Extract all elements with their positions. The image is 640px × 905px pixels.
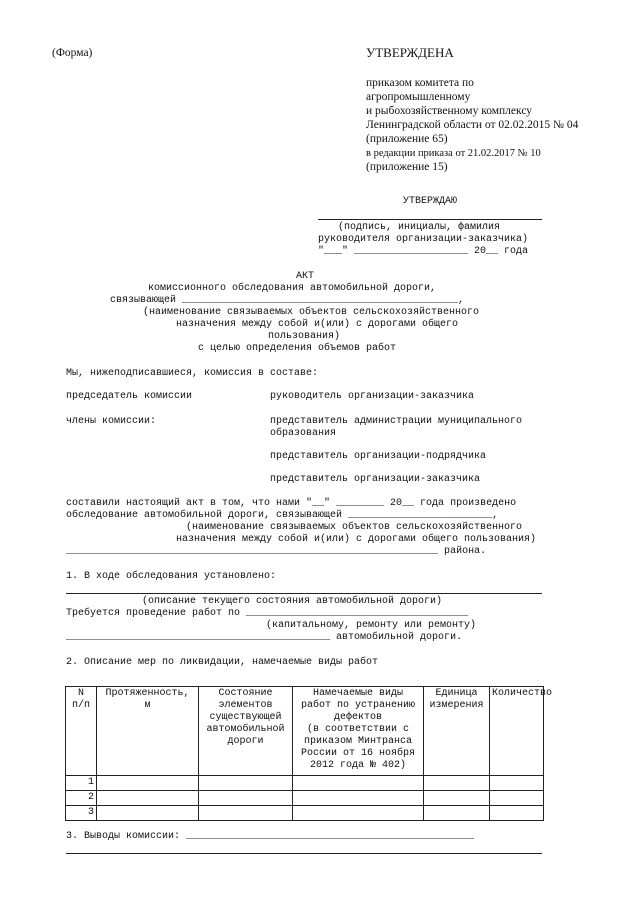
table-cell: 2 xyxy=(66,791,97,806)
col-header-number: N п/п xyxy=(66,687,97,776)
signature-caption: руководителя организации-заказчика) xyxy=(318,234,529,245)
table-cell xyxy=(199,806,293,821)
description-caption: (описание текущего состояния автомобильной дороги) xyxy=(142,596,443,607)
approval-line: и рыбохозяйственному комплексу xyxy=(366,105,533,117)
member-item: представитель организации-подрядчика xyxy=(270,451,487,462)
table-cell xyxy=(424,776,490,791)
table-cell xyxy=(199,791,293,806)
member-item: представитель администрации муниципального xyxy=(270,416,523,427)
approve-title: УТВЕРЖДАЮ xyxy=(403,196,458,207)
col-header-works: Намечаемые виды работ по устранению дефектов (в соответствии с приказом Минтранса России от 16 ноября 2012 года № 402) xyxy=(293,687,424,776)
section2-heading: 2. Описание мер по ликвидации, намечаемые виды работ xyxy=(66,657,379,668)
table-cell xyxy=(199,776,293,791)
section3-heading: 3. Выводы комиссии: ________________________________________________ xyxy=(66,831,475,842)
approved-title: УТВЕРЖДЕНА xyxy=(366,45,454,60)
approval-line: (приложение 65) xyxy=(366,133,448,145)
act-note: назначения между собой и(или) с дорогами общего xyxy=(176,319,459,330)
members-label: члены комиссии: xyxy=(66,416,157,427)
act-title: АКТ xyxy=(296,271,315,282)
table-cell xyxy=(490,791,544,806)
table-row xyxy=(66,776,544,791)
col-header-quantity: Количество xyxy=(490,687,544,776)
table-cell xyxy=(424,791,490,806)
section1-heading: 1. В ходе обследования установлено: xyxy=(66,571,277,582)
statement-line: составили настоящий акт в том, что нами "__" ________ 20__ года произведено xyxy=(66,498,517,509)
table-cell xyxy=(293,791,424,806)
commission-intro: Мы, нижеподписавшиеся, комиссия в составе: xyxy=(66,368,319,379)
table-cell xyxy=(293,806,424,821)
statement-note: (наименование связываемых объектов сельскохозяйственного xyxy=(186,522,523,533)
signature-line xyxy=(318,219,542,220)
table-cell xyxy=(293,776,424,791)
act-connecting-line: связывающей ______________________________________________, xyxy=(110,295,465,306)
col-header-unit: Единица измерения xyxy=(424,687,490,776)
works-table xyxy=(65,686,553,821)
table-cell xyxy=(490,776,544,791)
table-cell xyxy=(97,791,199,806)
approval-line: приказом комитета по xyxy=(366,77,474,89)
act-purpose: с целью определения объемов работ xyxy=(198,343,397,354)
signature-caption: (подпись, инициалы, фамилия xyxy=(338,222,501,233)
conclusion-line xyxy=(66,853,542,854)
act-subtitle: комиссионного обследования автомобильной дороги, xyxy=(148,283,437,294)
table-cell xyxy=(97,806,199,821)
table-cell: 3 xyxy=(66,806,97,821)
approval-line: (приложение 15) xyxy=(366,161,448,173)
col-header-length: Протяженность, м xyxy=(97,687,199,776)
member-item: образования xyxy=(270,428,337,439)
act-note: (наименование связываемых объектов сельскохозяйственного xyxy=(143,307,480,318)
table-cell xyxy=(97,776,199,791)
description-line xyxy=(66,593,542,594)
chairman-label: председатель комиссии xyxy=(66,391,193,402)
form-label: (Форма) xyxy=(52,47,93,59)
approval-line: Ленинградской области от 02.02.2015 № 04 xyxy=(366,119,579,131)
chairman-value: руководитель организации-заказчика xyxy=(270,391,475,402)
statement-line: обследование автомобильной дороги, связывающей ________________________, xyxy=(66,510,499,521)
table-row xyxy=(66,806,544,821)
table-header-row xyxy=(66,687,544,776)
approval-line: в редакции приказа от 21.02.2017 № 10 xyxy=(366,148,541,159)
statement-region-line: ______________________________________________________________ района. xyxy=(66,546,487,557)
table-cell: 1 xyxy=(66,776,97,791)
statement-note: назначения между собой и(или) с дорогами общего пользования) xyxy=(176,534,537,545)
approval-line: агропромышленному xyxy=(366,91,471,103)
member-item: представитель организации-заказчика xyxy=(270,474,481,485)
act-note: пользования) xyxy=(268,331,341,342)
table-cell xyxy=(490,806,544,821)
table-cell xyxy=(424,806,490,821)
approve-date-line: "___" ___________________ 20__ года xyxy=(318,246,529,257)
road-line: ____________________________________________ автомобильной дороги. xyxy=(66,632,463,643)
table-row xyxy=(66,791,544,806)
repair-caption: (капитальному, ремонту или ремонту) xyxy=(266,620,477,631)
repair-line: Требуется проведение работ по _____________________________________ xyxy=(66,608,469,619)
col-header-condition: Состояние элементов существующей автомобильной дороги xyxy=(199,687,293,776)
